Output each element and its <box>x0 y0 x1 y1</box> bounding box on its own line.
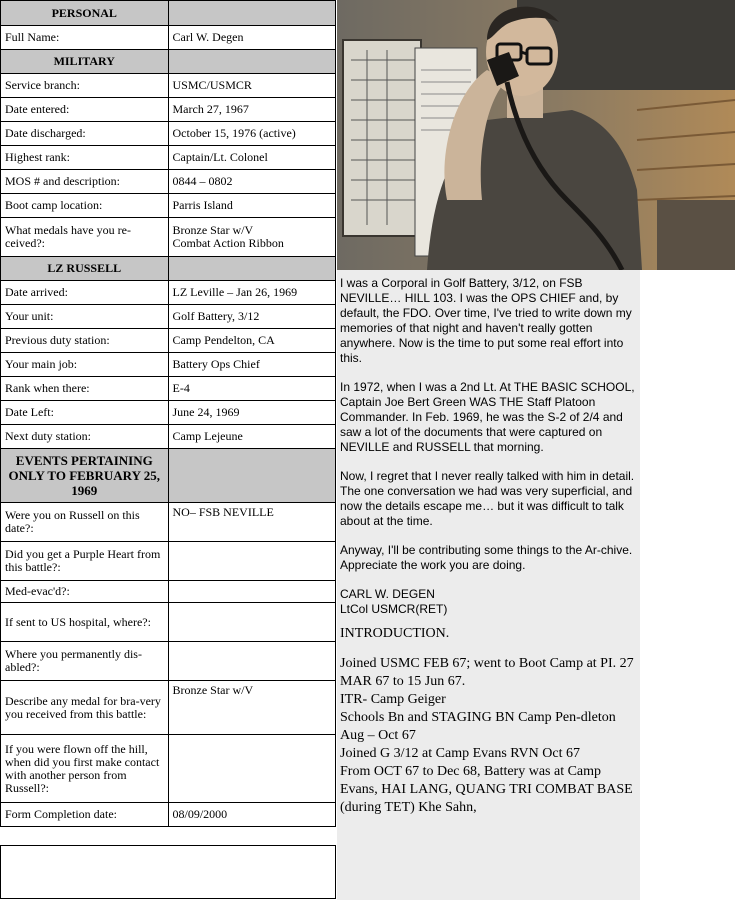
field-value: March 27, 1967 <box>168 98 336 122</box>
field-value: Carl W. Degen <box>168 26 336 50</box>
narrative-paragraph: Now, I regret that I never really talked with him in detail. The one conversation we had was very superficial, and now the details escape me… but it was difficult to talk about at the time. <box>340 469 635 528</box>
field-label: If you were flown off the hill, when did you first make contact with another person from Russell?: <box>1 735 169 803</box>
form-row <box>1 98 336 122</box>
field-label: Where you permanently dis-abled?: <box>1 642 169 681</box>
form-row <box>1 642 336 681</box>
field-value <box>168 542 336 581</box>
introduction-heading: INTRODUCTION. <box>340 626 450 641</box>
field-label: Med-evac'd?: <box>1 581 169 603</box>
field-label: Did you get a Purple Heart from this battle?: <box>1 542 169 581</box>
field-value <box>168 642 336 681</box>
field-value <box>168 581 336 603</box>
form-row <box>1 281 336 305</box>
field-label: If sent to US hospital, where?: <box>1 603 169 642</box>
form-row <box>1 74 336 98</box>
field-value: Camp Pendelton, CA <box>168 329 336 353</box>
field-label: Date Left: <box>1 401 169 425</box>
narrative-paragraph: I was a Corporal in Golf Battery, 3/12, on FSB NEVILLE… HILL 103. I was the OPS CHIEF and, by default, the FDO. Over time, I've tried to write down my memories of that night and haven't really gotten anywhere. Now is the time to put some real effort into this. <box>340 276 632 365</box>
form-row <box>1 26 336 50</box>
field-value: Camp Lejeune <box>168 425 336 449</box>
field-label: Were you on Russell on this date?: <box>1 503 169 542</box>
form-row <box>1 146 336 170</box>
form-row <box>1 681 336 735</box>
field-label: Highest rank: <box>1 146 169 170</box>
form-row <box>1 603 336 642</box>
field-label: Date entered: <box>1 98 169 122</box>
field-value: Battery Ops Chief <box>168 353 336 377</box>
section-header-events: EVENTS PERTAINING ONLY TO FEBRUARY 25, 1969 <box>1 449 169 503</box>
form-row <box>1 503 336 542</box>
photo-marine-on-phone <box>337 0 735 270</box>
form-row <box>1 803 336 827</box>
narrative-paragraph: In 1972, when I was a 2nd Lt. At THE BASIC SCHOOL, Captain Joe Bert Green WAS THE Staff Platoon Commander. In Feb. 1969, he was the S-2 of 2/4 and saw a lot of the documents that were captured on NEVILLE and RUSSELL that morning. <box>340 380 635 454</box>
form-row <box>1 581 336 603</box>
field-value <box>168 735 336 803</box>
field-value: Captain/Lt. Colonel <box>168 146 336 170</box>
field-label: Next duty station: <box>1 425 169 449</box>
form-row <box>1 305 336 329</box>
field-label: Date discharged: <box>1 122 169 146</box>
form-row <box>1 735 336 803</box>
field-label: Your main job: <box>1 353 169 377</box>
field-label: Rank when there: <box>1 377 169 401</box>
form-row <box>1 218 336 257</box>
questionnaire-form <box>0 0 336 827</box>
field-value: 0844 – 0802 <box>168 170 336 194</box>
field-value: Golf Battery, 3/12 <box>168 305 336 329</box>
form-row <box>1 329 336 353</box>
field-value: June 24, 1969 <box>168 401 336 425</box>
field-value: LZ Leville – Jan 26, 1969 <box>168 281 336 305</box>
field-value <box>168 603 336 642</box>
narrative-column <box>337 270 640 900</box>
photo-illustration <box>337 0 735 270</box>
field-value: Bronze Star w/V Combat Action Ribbon <box>168 218 336 257</box>
section-header-military: MILITARY <box>1 50 169 74</box>
field-label: Date arrived: <box>1 281 169 305</box>
section-header-personal: PERSONAL <box>1 1 169 26</box>
field-value: Parris Island <box>168 194 336 218</box>
section-header-lz-russell: LZ RUSSELL <box>1 257 169 281</box>
form-row <box>1 542 336 581</box>
field-label: MOS # and description: <box>1 170 169 194</box>
field-value: Bronze Star w/V <box>168 681 336 735</box>
empty-box <box>0 845 336 899</box>
form-row <box>1 170 336 194</box>
signature-block: CARL W. DEGEN LtCol USMCR(RET) <box>340 587 448 616</box>
form-row <box>1 353 336 377</box>
form-row <box>1 194 336 218</box>
field-label: Boot camp location: <box>1 194 169 218</box>
form-row <box>1 377 336 401</box>
narrative-paragraph: Anyway, I'll be contributing some things to the Ar-chive. Appreciate the work you are doing. <box>340 543 633 572</box>
introduction-body: Joined USMC FEB 67; went to Boot Camp at PI. 27 MAR 67 to 15 Jun 67. ITR- Camp Geiger Schools Bn and STAGING BN Camp Pen-dleton Aug – Oct 67 Joined G 3/12 at Camp Evans RVN Oct 67 From OCT 67 to Dec 68, Battery was at Camp Evans, HAI LANG, QUANG TRI COMBAT BASE (during TET) Khe Sahn, <box>340 656 634 815</box>
field-label: Form Completion date: <box>1 803 169 827</box>
form-row <box>1 122 336 146</box>
field-value: 08/09/2000 <box>168 803 336 827</box>
field-value: October 15, 1976 (active) <box>168 122 336 146</box>
field-label: Describe any medal for bra-very you received from this battle: <box>1 681 169 735</box>
field-value: E-4 <box>168 377 336 401</box>
field-label: Previous duty station: <box>1 329 169 353</box>
field-value: NO– FSB NEVILLE <box>168 503 336 542</box>
field-label: Service branch: <box>1 74 169 98</box>
field-value: USMC/USMCR <box>168 74 336 98</box>
field-label: Your unit: <box>1 305 169 329</box>
field-label: What medals have you re-ceived?: <box>1 218 169 257</box>
form-row <box>1 401 336 425</box>
field-label: Full Name: <box>1 26 169 50</box>
form-row <box>1 425 336 449</box>
